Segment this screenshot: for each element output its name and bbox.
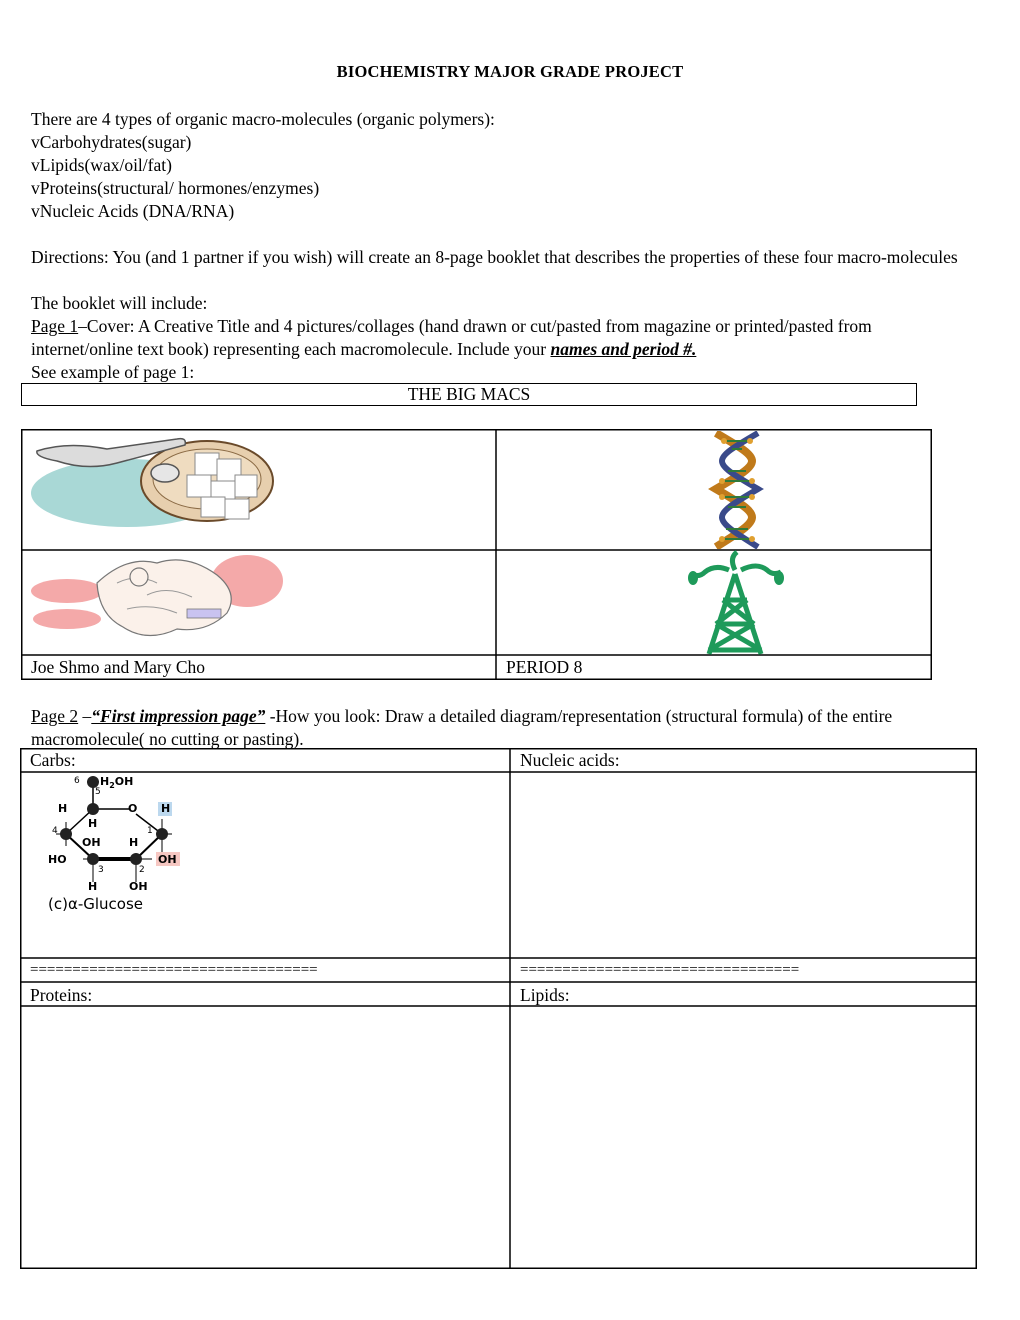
carbon-3-number: 3 [98, 865, 104, 875]
dna-helix-illustration [704, 431, 770, 549]
document-title: BIOCHEMISTRY MAJOR GRADE PROJECT [336, 62, 684, 81]
list-item-label: Nucleic Acids (DNA/RNA) [39, 201, 235, 221]
list-item [31, 154, 172, 177]
bullet-glyph: v [31, 132, 40, 152]
sugar-cubes-illustration [27, 431, 287, 549]
oil-derrick-illustration [685, 550, 785, 655]
separator-left: ================================== [30, 962, 318, 978]
example-period: PERIOD 8 [506, 657, 583, 677]
carbs-header: Carbs: [30, 750, 76, 770]
list-item-label: Proteins(structural/ hormones/enzymes) [39, 178, 320, 198]
oh-bottom: OH [129, 880, 148, 893]
intro-text: There are 4 types of organic macro-molecules (organic polymers): [31, 109, 495, 129]
oh-mid: OH [82, 836, 101, 849]
h-left: H [58, 802, 68, 815]
carbon-2-number: 2 [139, 865, 145, 875]
glucose-caption: (c)α-Glucose [48, 895, 144, 913]
page2-label: Page 2 [31, 706, 79, 726]
carbon-4-number: 4 [52, 826, 58, 836]
nucleic-acids-header: Nucleic acids: [520, 750, 620, 770]
bullet-glyph: v [31, 155, 40, 175]
carbon-6-number: 6 [74, 776, 80, 786]
carbon-1-number: 1 [147, 826, 153, 836]
separator-right: ================================= [520, 962, 800, 978]
booklet-intro: The booklet will include: [31, 293, 208, 313]
list-item [31, 200, 234, 223]
page1-emphasis: names and period #. [550, 339, 697, 359]
example-cover-grid [21, 429, 932, 680]
oh-right: OH [158, 853, 177, 866]
list-item [31, 177, 319, 200]
page2-quoted: “First impression page” [91, 706, 266, 726]
list-item [31, 131, 191, 154]
page1-text: –Cover: A Creative Title and 4 pictures/collages (hand drawn or cut/pasted from magazine or printed/pasted from internet/online text book) representing each macromolecule. Include your [31, 316, 872, 359]
ch2oh-subscript: 2 [109, 781, 115, 791]
muscle-figure-illustration [27, 553, 289, 651]
bullet-glyph: v [31, 178, 40, 198]
h-mid: H [129, 836, 139, 849]
directions-text: Directions: You (and 1 partner if you wish) will create an 8-page booklet that describes the properties of these four macro-molecules [31, 247, 958, 267]
page2-description [31, 705, 966, 751]
page1-description [31, 315, 966, 361]
h-under-c5: H [88, 817, 98, 830]
page1-label: Page 1 [31, 316, 79, 336]
example-label: See example of page 1: [31, 362, 195, 382]
example-title-box [21, 383, 917, 406]
ch2oh-h: H [100, 775, 110, 788]
lipids-header: Lipids: [520, 985, 570, 1005]
h-right: H [161, 802, 171, 815]
ch2oh-group [100, 775, 133, 790]
example-names: Joe Shmo and Mary Cho [31, 657, 206, 677]
macromolecule-table [20, 748, 977, 1269]
carbon-5-number: 5 [95, 787, 101, 797]
list-item-label: Lipids(wax/oil/fat) [39, 155, 172, 175]
bullet-glyph: v [31, 201, 40, 221]
h-bottom: H [88, 880, 98, 893]
glucose-diagram [48, 774, 198, 920]
page2-text: -How you look: Draw a detailed diagram/representation (structural formula) of the entire macromolecule( no cutting or pasting). [31, 706, 893, 749]
example-title: THE BIG MACS [407, 384, 531, 404]
list-item-label: Carbohydrates(sugar) [39, 132, 192, 152]
ring-oxygen: O [128, 802, 138, 815]
ch2oh-oh: OH [114, 775, 134, 788]
proteins-header: Proteins: [30, 985, 93, 1005]
page2-dash: – [78, 706, 92, 726]
ho-left: HO [48, 853, 67, 866]
